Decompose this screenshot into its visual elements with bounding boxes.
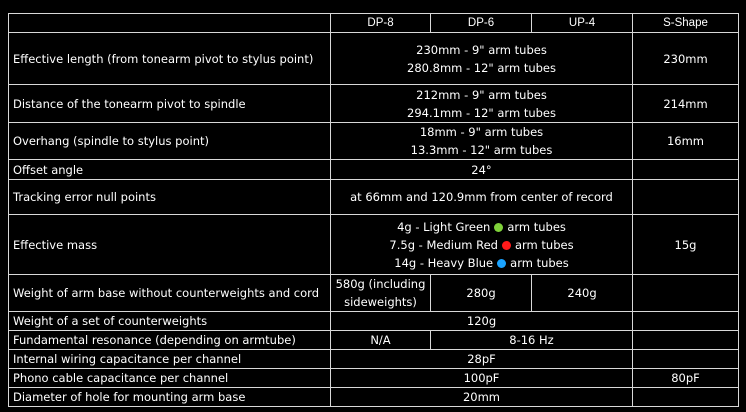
row-counterweights [9, 312, 739, 331]
arm-base-weight-up4: 240g [532, 275, 633, 312]
header-dp8: DP-8 [331, 14, 431, 33]
arm-base-weight-dp8: 580g (including sideweights) [331, 275, 431, 312]
row-offset-angle [9, 160, 739, 180]
row-mount-hole [9, 388, 739, 407]
row-effective-mass [9, 215, 739, 275]
pivot-to-spindle-label: Distance of the tonearm pivot to spindle [9, 85, 331, 123]
effective-length-12in: 280.8mm - 12" arm tubes [407, 60, 556, 75]
green-dot-icon [494, 223, 503, 232]
effective-mass-value [331, 215, 633, 275]
overhang-value [331, 123, 633, 160]
red-dot-icon [502, 241, 511, 250]
arm-base-weight-dp6: 280g [431, 275, 532, 312]
cable-capacitance-value: 100pF [331, 369, 633, 388]
overhang-12in: 13.3mm - 12" arm tubes [410, 143, 553, 157]
null-points-sshape [633, 180, 739, 215]
null-points-label: Tracking error null points [9, 180, 331, 215]
effective-mass-label: Effective mass [9, 215, 331, 275]
pivot-to-spindle-9in: 212mm - 9" arm tubes [416, 87, 547, 102]
row-null-points [9, 180, 739, 215]
overhang-label: Overhang (spindle to stylus point) [9, 123, 331, 160]
offset-angle-sshape [633, 160, 739, 180]
counterweights-value: 120g [331, 312, 633, 331]
effective-length-9in: 230mm - 9" arm tubes [416, 42, 547, 57]
row-wiring-capacitance [9, 350, 739, 369]
effective-length-value [331, 33, 633, 85]
mount-hole-label: Diameter of hole for mounting arm base [9, 388, 331, 407]
mass-medium-red-suffix: arm tubes [514, 237, 574, 252]
resonance-label: Fundamental resonance (depending on armtube) [9, 331, 331, 350]
null-points-value: at 66mm and 120.9mm from center of record [331, 180, 633, 215]
header-dp6: DP-6 [431, 14, 532, 33]
wiring-capacitance-sshape [633, 350, 739, 369]
arm-base-weight-sshape [633, 275, 739, 312]
mass-heavy-blue-text: 14g - Heavy Blue [394, 255, 494, 270]
pivot-to-spindle-value [331, 85, 633, 123]
row-cable-capacitance [9, 369, 739, 388]
mass-medium-red [335, 236, 628, 254]
row-overhang [9, 123, 739, 160]
blue-dot-icon [497, 259, 506, 268]
wiring-capacitance-label: Internal wiring capacitance per channel [9, 350, 331, 369]
wiring-capacitance-value: 28pF [331, 350, 633, 369]
mass-medium-red-text: 7.5g - Medium Red [389, 237, 498, 252]
header-row [9, 14, 739, 33]
mass-heavy-blue-suffix: arm tubes [510, 255, 569, 270]
pivot-to-spindle-12in: 294.1mm - 12" arm tubes [407, 105, 556, 120]
spec-table [8, 13, 739, 407]
offset-angle-value: 24° [331, 160, 633, 180]
mass-light-green-text: 4g - Light Green [397, 219, 491, 234]
effective-length-label: Effective length (from tonearm pivot to stylus point) [9, 33, 331, 85]
resonance-sshape [633, 331, 739, 350]
resonance-value: 8-16 Hz [431, 331, 633, 350]
mount-hole-sshape [633, 388, 739, 407]
row-arm-base-weight [9, 275, 739, 312]
counterweights-sshape [633, 312, 739, 331]
cable-capacitance-sshape: 80pF [633, 369, 739, 388]
arm-base-weight-label: Weight of arm base without counterweights and cord [9, 275, 331, 312]
row-pivot-to-spindle [9, 85, 739, 123]
cable-capacitance-label: Phono cable capacitance per channel [9, 369, 331, 388]
effective-mass-sshape: 15g [633, 215, 739, 275]
overhang-9in: 18mm - 9" arm tubes [419, 125, 544, 139]
mass-light-green-suffix: arm tubes [507, 219, 566, 234]
mass-heavy-blue [335, 254, 628, 272]
mount-hole-value: 20mm [331, 388, 633, 407]
resonance-dp8: N/A [331, 331, 431, 350]
effective-length-sshape: 230mm [633, 33, 739, 85]
offset-angle-label: Offset angle [9, 160, 331, 180]
header-up4: UP-4 [532, 14, 633, 33]
pivot-to-spindle-sshape: 214mm [633, 85, 739, 123]
header-sshape: S-Shape [633, 14, 739, 33]
row-resonance [9, 331, 739, 350]
overhang-sshape: 16mm [633, 123, 739, 160]
mass-light-green [335, 218, 628, 236]
row-effective-length [9, 33, 739, 85]
counterweights-label: Weight of a set of counterweights [9, 312, 331, 331]
header-blank-cell [9, 14, 331, 33]
